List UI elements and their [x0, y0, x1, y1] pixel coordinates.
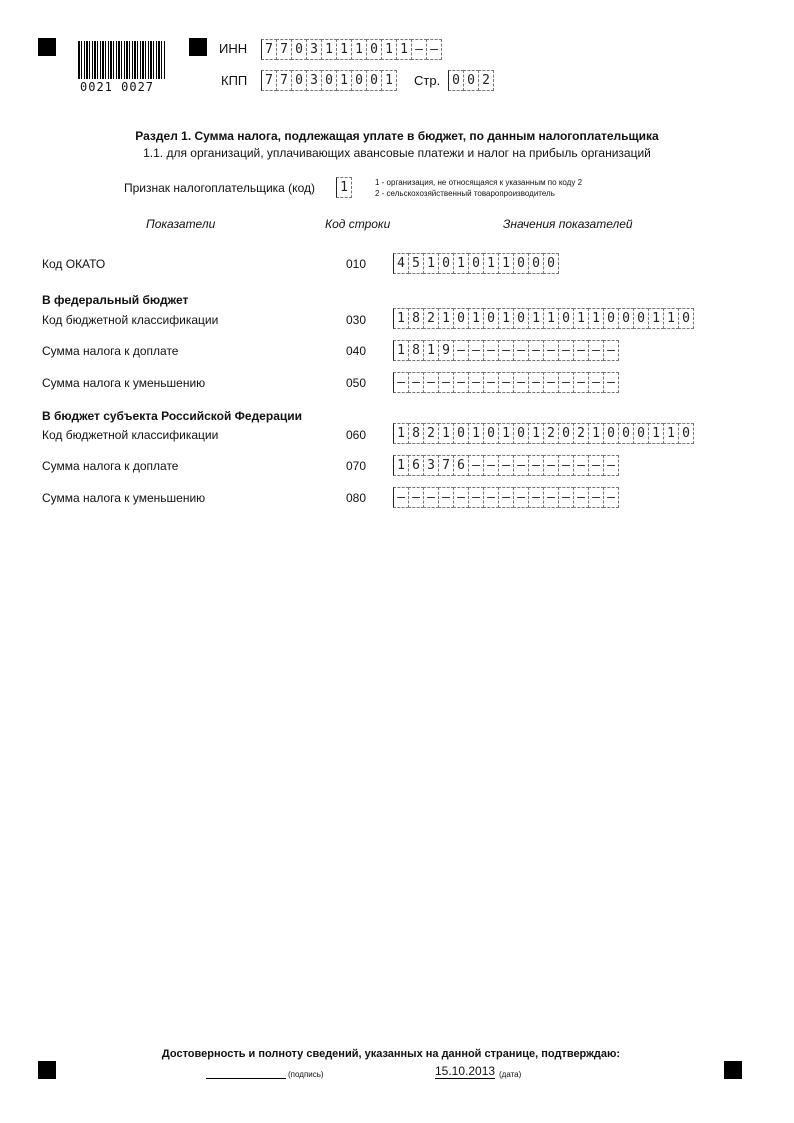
digit-cell: 8 — [408, 308, 424, 329]
digit-cell: – — [408, 372, 424, 393]
digit-cell: 1 — [468, 423, 484, 444]
inn-field — [261, 39, 442, 60]
signature-line — [206, 1078, 286, 1079]
row-label: Сумма налога к доплате — [42, 344, 179, 358]
row-value-field — [393, 455, 619, 476]
digit-cell: 0 — [438, 253, 454, 274]
digit-cell: 0 — [291, 70, 307, 91]
digit-cell: 0 — [558, 423, 574, 444]
digit-cell: 0 — [618, 308, 634, 329]
row-code: 060 — [346, 428, 367, 442]
digit-cell: 9 — [438, 340, 454, 361]
digit-cell: 0 — [603, 308, 619, 329]
digit-cell: 4 — [393, 253, 409, 274]
digit-cell: 1 — [396, 39, 412, 60]
digit-cell: 0 — [528, 253, 544, 274]
digit-cell: 1 — [438, 308, 454, 329]
digit-cell: 0 — [618, 423, 634, 444]
digit-cell: 1 — [663, 308, 679, 329]
digit-cell: 8 — [408, 340, 424, 361]
digit-cell: – — [483, 487, 499, 508]
digit-cell: – — [453, 372, 469, 393]
digit-cell: 1 — [423, 340, 439, 361]
row-value-field — [393, 253, 559, 274]
row-label: Код бюджетной классификации — [42, 428, 219, 442]
digit-cell: – — [558, 372, 574, 393]
digit-cell: 1 — [336, 39, 352, 60]
digit-cell: 2 — [423, 308, 439, 329]
digit-cell: – — [543, 340, 559, 361]
taxpayer-sign-field — [336, 177, 352, 198]
digit-cell: 0 — [468, 253, 484, 274]
digit-cell: 2 — [478, 70, 494, 91]
digit-cell: 3 — [306, 39, 322, 60]
row-label: Код бюджетной классификации — [42, 313, 219, 327]
row-code: 070 — [346, 459, 367, 473]
digit-cell: 0 — [633, 423, 649, 444]
digit-cell: 1 — [321, 39, 337, 60]
digit-cell: – — [528, 372, 544, 393]
digit-cell: – — [513, 340, 529, 361]
digit-cell: – — [498, 340, 514, 361]
digit-cell: – — [603, 455, 619, 476]
digit-cell: 2 — [543, 423, 559, 444]
digit-cell: – — [438, 372, 454, 393]
digit-cell: – — [558, 455, 574, 476]
digit-cell: – — [438, 487, 454, 508]
column-header-values: Значения показателей — [503, 217, 633, 231]
digit-cell: – — [513, 372, 529, 393]
digit-cell: – — [498, 372, 514, 393]
digit-cell: – — [423, 487, 439, 508]
digit-cell: 0 — [291, 39, 307, 60]
digit-cell: 0 — [448, 70, 464, 91]
barcode-number: 0021 0027 — [80, 80, 155, 94]
digit-cell: 7 — [276, 70, 292, 91]
digit-cell: 0 — [483, 423, 499, 444]
sign-note-1: 1 - организация, не относящаяся к указанным по коду 2 — [375, 178, 583, 187]
digit-cell: – — [528, 455, 544, 476]
digit-cell: – — [528, 340, 544, 361]
digit-cell: 0 — [463, 70, 479, 91]
digit-cell: 1 — [393, 423, 409, 444]
digit-cell: 0 — [513, 308, 529, 329]
digit-cell: 0 — [513, 423, 529, 444]
digit-cell: 1 — [381, 70, 397, 91]
digit-cell: 1 — [381, 39, 397, 60]
digit-cell: – — [588, 455, 604, 476]
digit-cell: – — [543, 487, 559, 508]
digit-cell: – — [393, 372, 409, 393]
digit-cell: 1 — [498, 253, 514, 274]
corner-marker-top-mid — [189, 38, 207, 56]
digit-cell: 2 — [573, 423, 589, 444]
row-label: Код ОКАТО — [42, 257, 106, 271]
corner-marker-bottom-left — [38, 1061, 56, 1079]
digit-cell: – — [483, 340, 499, 361]
digit-cell: 1 — [588, 308, 604, 329]
digit-cell: 1 — [573, 308, 589, 329]
digit-cell: – — [558, 487, 574, 508]
digit-cell: 0 — [543, 253, 559, 274]
digit-cell: 1 — [393, 340, 409, 361]
digit-cell: 0 — [453, 423, 469, 444]
digit-cell: – — [483, 455, 499, 476]
digit-cell: 1 — [393, 455, 409, 476]
digit-cell: 0 — [603, 423, 619, 444]
row-label: Сумма налога к уменьшению — [42, 491, 206, 505]
row-code: 010 — [346, 257, 367, 271]
digit-cell: – — [588, 372, 604, 393]
taxpayer-sign-cell: 1 — [336, 177, 352, 198]
digit-cell: 3 — [306, 70, 322, 91]
digit-cell: 1 — [528, 423, 544, 444]
digit-cell: – — [573, 455, 589, 476]
column-header-indicators: Показатели — [146, 217, 216, 231]
row-value-field — [393, 340, 619, 361]
digit-cell: – — [453, 340, 469, 361]
digit-cell: – — [588, 487, 604, 508]
digit-cell: 7 — [261, 70, 277, 91]
digit-cell: 5 — [408, 253, 424, 274]
signature-caption: (подпись) — [288, 1070, 324, 1079]
date-value: 15.10.2013 — [435, 1064, 496, 1078]
column-header-line-code: Код строки — [325, 217, 391, 231]
digit-cell: 0 — [678, 308, 694, 329]
digit-cell: – — [513, 487, 529, 508]
digit-cell: 0 — [453, 308, 469, 329]
corner-marker-bottom-right — [724, 1061, 742, 1079]
footer-confirm-text: Достоверность и полноту сведений, указанных на данной странице, подтверждаю: — [161, 1048, 621, 1060]
digit-cell: – — [543, 455, 559, 476]
digit-cell: 3 — [423, 455, 439, 476]
digit-cell: – — [603, 340, 619, 361]
group-federal-budget: В федеральный бюджет — [42, 293, 189, 307]
group-regional-budget: В бюджет субъекта Российской Федерации — [42, 409, 302, 423]
digit-cell: – — [483, 372, 499, 393]
barcode-icon — [78, 41, 166, 79]
digit-cell: – — [426, 39, 442, 60]
digit-cell: 0 — [366, 70, 382, 91]
row-value-field — [393, 308, 694, 329]
corner-marker-top-left — [38, 38, 56, 56]
digit-cell: 0 — [558, 308, 574, 329]
digit-cell: 1 — [438, 423, 454, 444]
digit-cell: – — [603, 487, 619, 508]
digit-cell: 1 — [423, 253, 439, 274]
digit-cell: 1 — [498, 423, 514, 444]
digit-cell: 2 — [423, 423, 439, 444]
digit-cell: – — [468, 487, 484, 508]
digit-cell: 1 — [483, 253, 499, 274]
inn-label: ИНН — [219, 41, 248, 56]
digit-cell: 1 — [588, 423, 604, 444]
row-label: Сумма налога к уменьшению — [42, 376, 206, 390]
taxpayer-sign-label: Признак налогоплательщика (код) — [124, 181, 315, 195]
digit-cell: – — [468, 340, 484, 361]
page-label: Стр. — [414, 73, 441, 88]
digit-cell: 1 — [663, 423, 679, 444]
digit-cell: 1 — [393, 308, 409, 329]
section-subtitle: 1.1. для организаций, уплачивающих авансовые платежи и налог на прибыль организаций — [143, 146, 651, 160]
row-code: 050 — [346, 376, 367, 390]
sign-note-2: 2 - сельскохозяйственный товаропроизводитель — [375, 189, 555, 198]
digit-cell: 1 — [453, 253, 469, 274]
digit-cell: – — [408, 487, 424, 508]
digit-cell: 1 — [351, 39, 367, 60]
digit-cell: 0 — [513, 253, 529, 274]
digit-cell: – — [498, 455, 514, 476]
digit-cell: 1 — [468, 308, 484, 329]
kpp-label: КПП — [221, 73, 248, 88]
digit-cell: – — [393, 487, 409, 508]
digit-cell: – — [573, 487, 589, 508]
digit-cell: – — [573, 372, 589, 393]
row-value-field — [393, 423, 694, 444]
row-label: Сумма налога к доплате — [42, 459, 179, 473]
digit-cell: – — [411, 39, 427, 60]
digit-cell: – — [543, 372, 559, 393]
digit-cell: 1 — [336, 70, 352, 91]
digit-cell: 0 — [321, 70, 337, 91]
digit-cell: 0 — [351, 70, 367, 91]
digit-cell: 7 — [276, 39, 292, 60]
digit-cell: 1 — [543, 308, 559, 329]
digit-cell: – — [558, 340, 574, 361]
row-code: 040 — [346, 344, 367, 358]
digit-cell: 6 — [453, 455, 469, 476]
row-code: 030 — [346, 313, 367, 327]
digit-cell: 8 — [408, 423, 424, 444]
page-number-field — [448, 70, 494, 91]
digit-cell: – — [468, 455, 484, 476]
digit-cell: – — [423, 372, 439, 393]
date-caption: (дата) — [499, 1070, 522, 1079]
row-value-field — [393, 372, 619, 393]
digit-cell: 1 — [648, 308, 664, 329]
digit-cell: – — [588, 340, 604, 361]
digit-cell: – — [513, 455, 529, 476]
row-value-field — [393, 487, 619, 508]
digit-cell: – — [528, 487, 544, 508]
digit-cell: 0 — [633, 308, 649, 329]
digit-cell: – — [468, 372, 484, 393]
digit-cell: 0 — [366, 39, 382, 60]
section-title: Раздел 1. Сумма налога, подлежащая уплате в бюджет, по данным налогоплательщика — [135, 129, 659, 143]
kpp-field — [261, 70, 397, 91]
digit-cell: – — [453, 487, 469, 508]
digit-cell: 1 — [648, 423, 664, 444]
digit-cell: 7 — [261, 39, 277, 60]
digit-cell: 1 — [498, 308, 514, 329]
digit-cell: 7 — [438, 455, 454, 476]
digit-cell: – — [603, 372, 619, 393]
digit-cell: 0 — [678, 423, 694, 444]
digit-cell: 1 — [528, 308, 544, 329]
row-code: 080 — [346, 491, 367, 505]
digit-cell: 0 — [483, 308, 499, 329]
digit-cell: 6 — [408, 455, 424, 476]
digit-cell: – — [498, 487, 514, 508]
digit-cell: – — [573, 340, 589, 361]
